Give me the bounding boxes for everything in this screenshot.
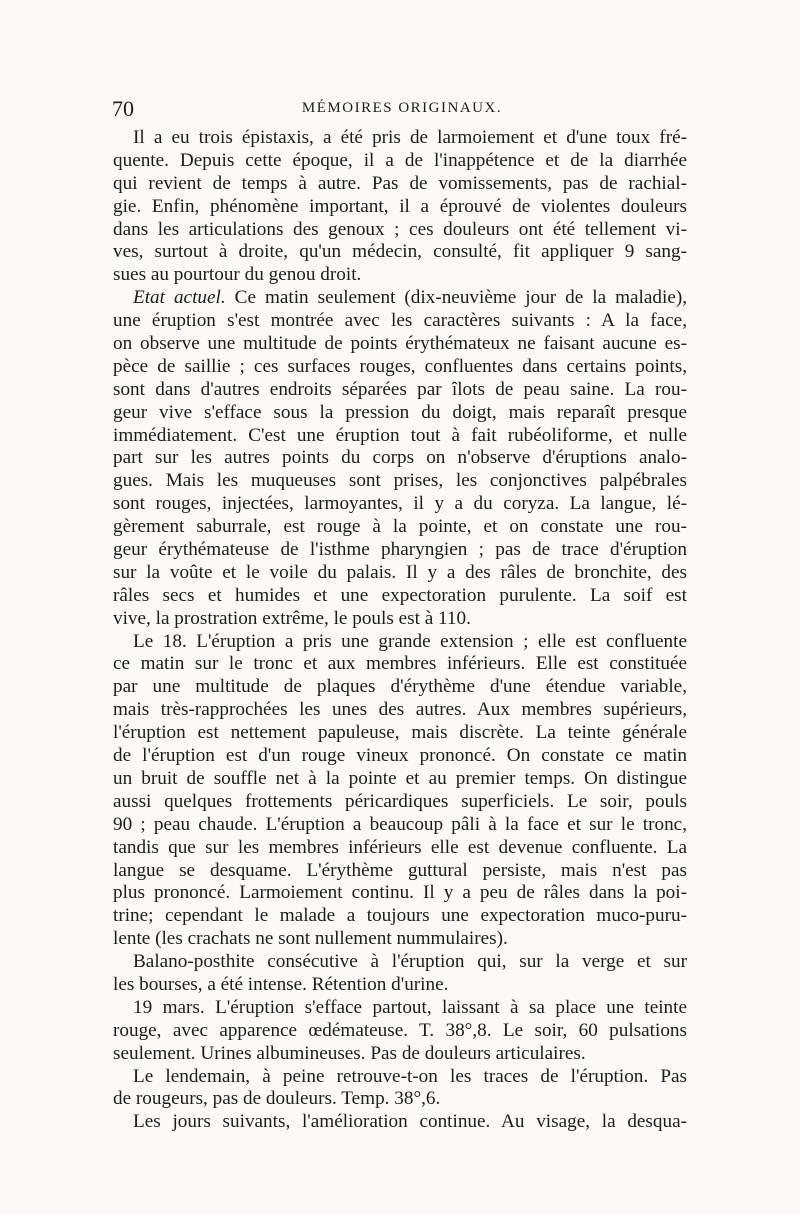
text-line: geur vive s'efface sous la pression du doigt, mais reparaît presque: [113, 401, 687, 423]
text-line: mais très-rapprochées les unes des autres. Aux membres supérieurs,: [113, 699, 687, 721]
text-line: geur érythémateuse de l'isthme pharyngien ; pas de trace d'éruption: [113, 539, 687, 561]
text-line: gues. Mais les muqueuses sont prises, les conjonctives palpébrales: [113, 470, 687, 492]
text-line: gie. Enfin, phénomène important, il a éprouvé de violentes douleurs: [113, 195, 687, 217]
body-text: [113, 127, 687, 1134]
text-line: seulement. Urines albumineuses. Pas de douleurs articulaires.: [113, 1042, 586, 1064]
text-line: tandis que sur les membres inférieurs elle est devenue confluente. La: [113, 836, 687, 858]
text-line: ce matin sur le tronc et aux membres inférieurs. Elle est constituée: [113, 653, 687, 675]
text-line: pèce de saillie ; ces surfaces rouges, confluentes dans certains points,: [113, 355, 687, 377]
text-line: râles secs et humides et une expectoration purulente. La soif est: [113, 584, 687, 606]
text-line: de rougeurs, pas de douleurs. Temp. 38°,6.: [113, 1088, 441, 1110]
text-line: langue se desquame. L'érythème guttural persiste, mais n'est pas: [113, 859, 687, 881]
text-line: par une multitude de plaques d'érythème d'une étendue variable,: [113, 676, 687, 698]
text-line: dans les articulations des genoux ; ces douleurs ont été tellement vi-: [113, 218, 687, 240]
text-line: sur la voûte et le voile du palais. Il y a des râles de bronchite, des: [113, 561, 687, 583]
text-line: gèrement saburrale, est rouge à la pointe, et on constate une rou-: [113, 516, 687, 538]
page-number: 70: [112, 96, 134, 121]
text-line: ves, surtout à droite, qu'un médecin, consulté, fit appliquer 9 sang-: [113, 241, 687, 263]
text-line: de l'éruption est d'un rouge vineux prononcé. On constate ce matin: [113, 745, 687, 767]
text-line: trine; cependant le malade a toujours une expectoration muco-puru-: [113, 905, 687, 927]
text-line: Les jours suivants, l'amélioration continue. Au visage, la desqua-: [133, 1111, 687, 1133]
text-line: sont dans d'autres endroits séparées par îlots de peau saine. La rou-: [113, 378, 687, 400]
text-line: une éruption s'est montrée avec les caractères suivants : A la face,: [113, 310, 687, 332]
text-line: sont rouges, injectées, larmoyantes, il y a du coryza. La langue, lé-: [113, 493, 687, 515]
etat-line-text: Ce matin seulement (dix-neuvième jour de la maladie),: [234, 287, 688, 309]
text-line: part sur les autres points du corps on n'observe d'éruptions analo-: [113, 447, 687, 469]
text-line: les bourses, a été intense. Rétention d'urine.: [113, 973, 449, 995]
running-title: MÉMOIRES ORIGINAUX.: [301, 100, 503, 116]
text-line: vive, la prostration extrême, le pouls est à 110.: [113, 607, 471, 629]
text-line-etat: [113, 287, 687, 310]
text-line: immédiatement. C'est une éruption tout à fait rubéoliforme, et nulle: [113, 424, 687, 446]
text-line: rouge, avec apparence œdémateuse. T. 38°,8. Le soir, 60 pulsations: [113, 1019, 687, 1041]
text-line: Le 18. L'éruption a pris une grande extension ; elle est confluente: [133, 630, 687, 652]
page-header: [112, 96, 692, 126]
text-line: lente (les crachats ne sont nullement nummulaires).: [113, 928, 508, 950]
text-line: Il a eu trois épistaxis, a été pris de larmoiement et d'une toux fré-: [133, 127, 687, 148]
text-line: Balano-posthite consécutive à l'éruption qui, sur la verge et sur: [133, 951, 687, 973]
text-line: Le lendemain, à peine retrouve-t-on les traces de l'éruption. Pas: [133, 1065, 687, 1087]
text-line: aussi quelques frottements péricardiques superficiels. Le soir, pouls: [113, 790, 687, 812]
text-line: sues au pourtour du genou droit.: [113, 264, 362, 286]
text-line: l'éruption est nettement papuleuse, mais discrète. La teinte générale: [113, 722, 687, 744]
text-line: quente. Depuis cette époque, il a de l'inappétence et de la diarrhée: [113, 149, 687, 171]
text-line: 90 ; peau chaude. L'éruption a beaucoup pâli à la face et sur le tronc,: [113, 813, 687, 835]
text-line: un bruit de souffle net à la pointe et au premier temps. On distingue: [113, 767, 687, 789]
etat-actuel-label: Etat actuel.: [133, 287, 226, 309]
text-line: on observe une multitude de points érythémateux ne faisant aucune es-: [113, 333, 687, 355]
text-line: qui revient de temps à autre. Pas de vomissements, pas de rachial-: [113, 172, 687, 194]
text-line: 19 mars. L'éruption s'efface partout, laissant à sa place une teinte: [133, 996, 687, 1018]
text-line: plus prononcé. Larmoiement continu. Il y a peu de râles dans la poi-: [113, 882, 687, 904]
